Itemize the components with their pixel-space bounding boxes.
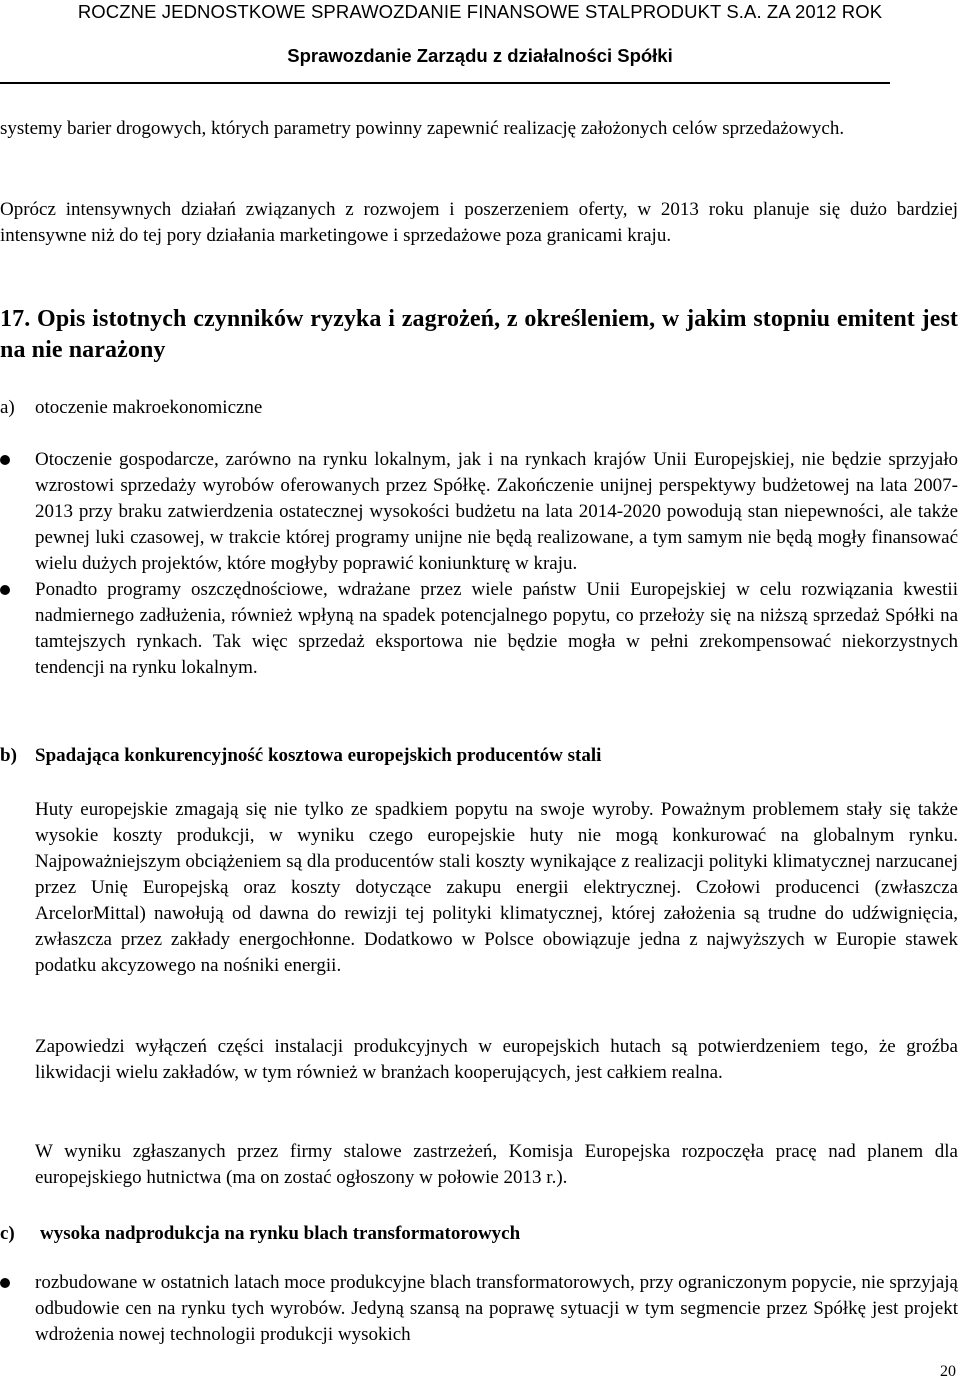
bullet-icon (0, 455, 10, 465)
body-paragraph (0, 197, 958, 249)
subsection-title: otoczenie makroekonomiczne (35, 397, 263, 418)
report-title: ROCZNE JEDNOSTKOWE SPRAWOZDANIE FINANSOWE STALPRODUKT S.A. ZA 2012 ROK (77, 1, 883, 22)
subsection-letter: c) (0, 1223, 15, 1244)
subsection-heading-b (0, 743, 601, 769)
list-item (0, 577, 958, 681)
subsection-title: wysoka nadprodukcja na rynku blach transformatorowych (40, 1223, 521, 1244)
page-number: 20 (940, 1363, 956, 1380)
paragraph-text: Oprócz intensywnych działań związanych z rozwojem i poszerzeniem oferty, w 2013 roku planuje się dużo bardziej intensywne niż do tej pory działania marketingowe i sprzedażowe poza granicami kraju. (0, 199, 958, 246)
subsection-title: Spadająca konkurencyjność kosztowa europejskich producentów stali (35, 745, 602, 766)
bullet-icon (0, 585, 10, 595)
bullet-icon (0, 1278, 10, 1288)
paragraph-text: systemy barier drogowych, których parametry powinny zapewnić realizację założonych celów sprzedażowych. (0, 118, 845, 139)
list-item (0, 447, 958, 577)
body-paragraph: Huty europejskie zmagają się nie tylko ze spadkiem popytu na swoje wyroby. Poważnym problemem stały się także wysokie koszty produkcji, w wyniku czego europejskie huty nie mogą konkurować na globalnym rynku. Najpoważniejszym obciążeniem są dla producentów stali koszty wynikające z realizacji polityki klimatycznej narzucanej przez Unię Europejską oraz koszty dotyczące zakupu energii elektrycznej. Czołowi producenci (zwłaszcza ArcelorMittal) nawołują od dawna do rewizji tej polityki klimatycznej, której założenia są trudne do udźwignięcia, zwłaszcza przez zakłady energochłonne. Dodatkowo w Polsce obowiązuje jedna z najwyższych w Europie stawek podatku akcyzowego na nośniki energii. (35, 799, 958, 976)
subsection-heading-c (0, 1221, 520, 1247)
body-paragraph: W wyniku zgłaszanych przez firmy stalowe zastrzeżeń, Komisja Europejska rozpoczęła pracę nad planem dla europejskiego hutnictwa (ma on zostać ogłoszony w połowie 2013 r.). (35, 1141, 958, 1188)
list-item-text: Otoczenie gospodarcze, zarówno na rynku lokalnym, jak i na rynkach krajów Unii Europejskiej, nie będzie sprzyjało wzrostowi sprzedaży wyrobów oferowanych przez Spółkę. Zakończenie unijnej perspektywy budżetowej na lata 2007-2013 przy braku zatwierdzenia ostatecznej wysokości budżetu na lata 2014-2020 powodują stan niepewności, ale także pewnej luki czasowej, w trakcie której programy unijne nie będą realizowane, a tym samym nie będą mogły finansować wielu dużych projektów, które mogłyby poprawić koniunkturę w kraju. (35, 449, 958, 574)
body-paragraph (0, 116, 958, 142)
subsection-heading-a (0, 395, 262, 421)
list-item-text: Ponadto programy oszczędnościowe, wdrażane przez wiele państw Unii Europejskiej w celu rozwiązania kwestii nadmiernego zadłużenia, również wpłyną na spadek potencjalnego popytu, co przełoży się na niższą sprzedaż Spółki na tamtejszych rynkach. Tak więc sprzedaż eksportowa nie będzie mogła w pełni zrekompensować niekorzystnych tendencji na rynku lokalnym. (35, 579, 958, 678)
report-subtitle: Sprawozdanie Zarządu z działalności Spółki (287, 45, 673, 66)
section-heading: 17. Opis istotnych czynników ryzyka i zagrożeń, z określeniem, w jakim stopniu emitent jest na nie narażony (0, 306, 958, 363)
bullet-list (0, 447, 958, 681)
subsection-letter: b) (0, 745, 17, 766)
bullet-list (0, 1270, 958, 1348)
header-divider (0, 82, 890, 84)
list-item (0, 1270, 958, 1348)
subsection-letter: a) (0, 397, 15, 418)
list-item-text: rozbudowane w ostatnich latach moce produkcyjne blach transformatorowych, przy ograniczonym popycie, nie sprzyjają odbudowie cen na rynku tych wyrobów. Jedyną szansą na poprawę sytuacji w tym segmencie przez Spółkę jest projekt wdrożenia nowej technologii produkcji wysokich (35, 1272, 958, 1345)
body-paragraph: Zapowiedzi wyłączeń części instalacji produkcyjnych w europejskich hutach są potwierdzeniem tego, że groźba likwidacji wielu zakładów, w tym również w branżach kooperujących, jest całkiem realna. (35, 1036, 958, 1083)
